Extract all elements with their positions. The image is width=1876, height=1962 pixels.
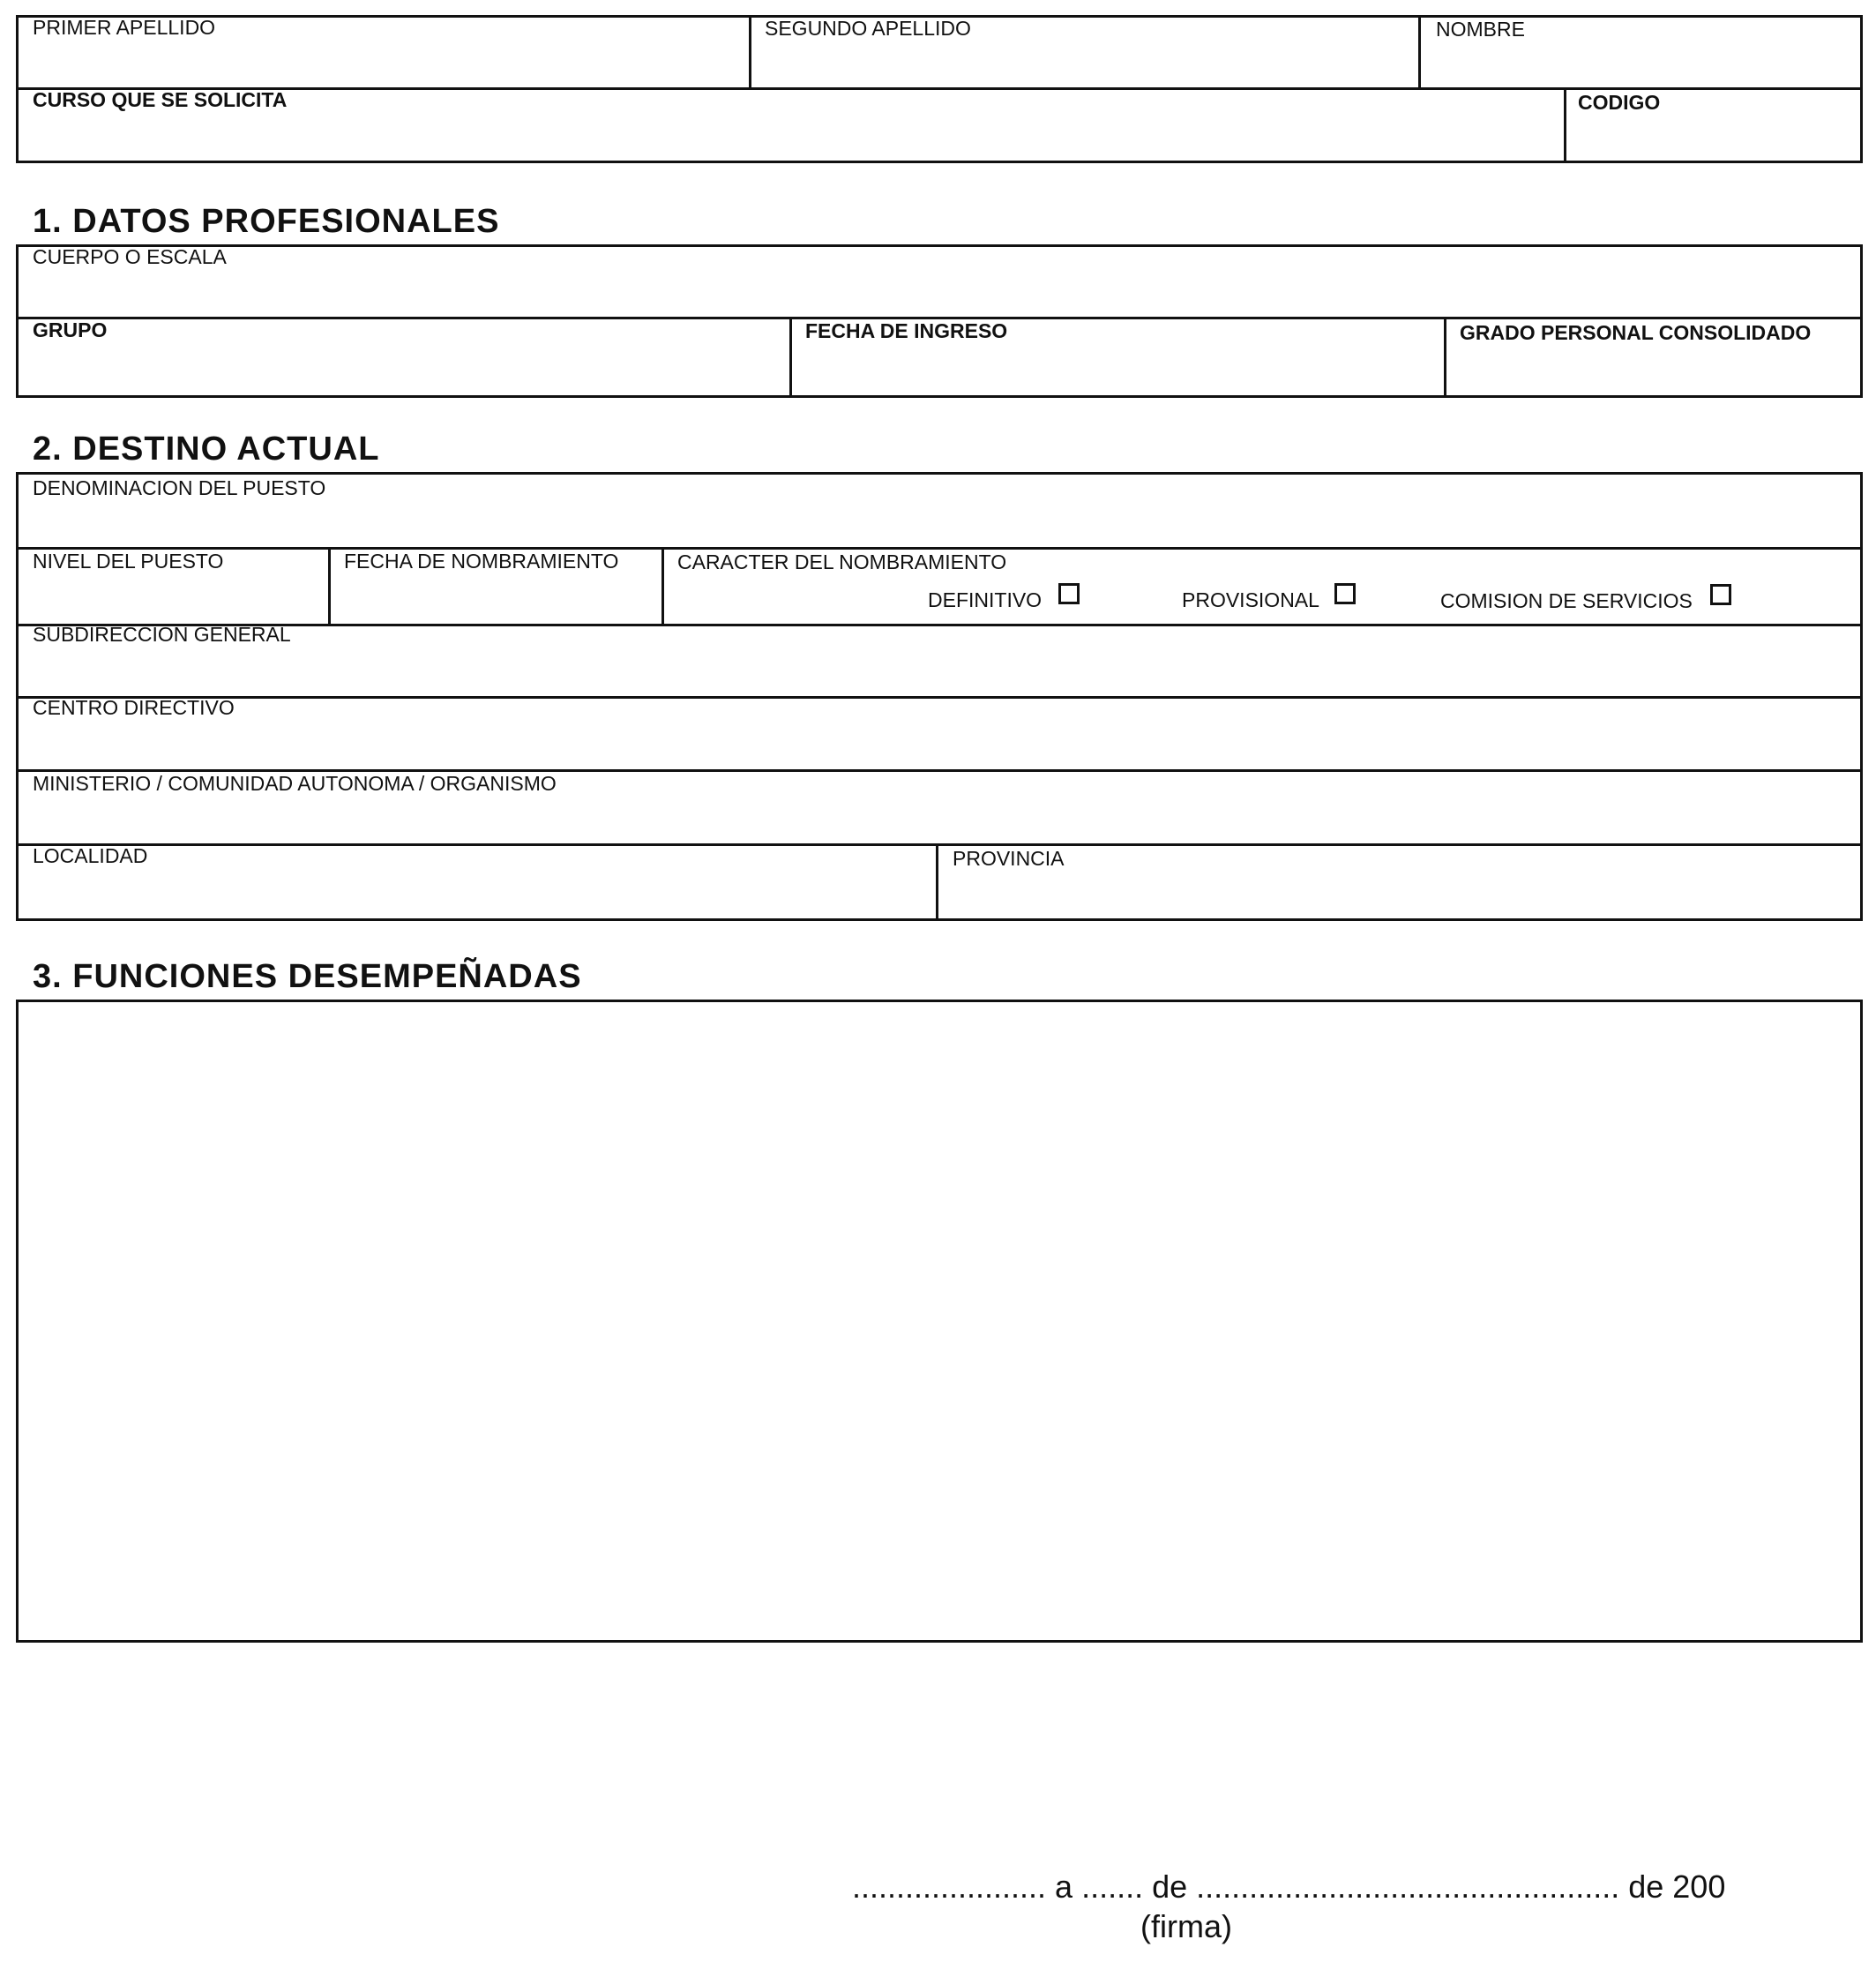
grupo-field[interactable] [19, 319, 789, 395]
nombre-label: NOMBRE [1436, 18, 1525, 41]
subdireccion-label: SUBDIRECCION GENERAL [33, 623, 291, 646]
denominacion-label: DENOMINACION DEL PUESTO [33, 476, 326, 499]
provincia-field[interactable] [938, 846, 1860, 918]
caracter-label: CARACTER DEL NOMBRAMIENTO [677, 550, 1007, 573]
cuerpo-label: CUERPO O ESCALA [33, 245, 227, 268]
subdireccion-field[interactable] [19, 626, 1860, 696]
date-line: ...................... a ....... de ................................................ de 200 [852, 1868, 1726, 1905]
funciones-box[interactable] [16, 1000, 1863, 1643]
ministerio-label: MINISTERIO / COMUNIDAD AUTONOMA / ORGANISMO [33, 772, 557, 795]
section-2-title: 2. DESTINO ACTUAL [33, 431, 380, 468]
grado-label: GRADO PERSONAL CONSOLIDADO [1460, 321, 1812, 344]
definitivo-checkbox[interactable] [1058, 583, 1080, 604]
codigo-label: CODIGO [1578, 91, 1661, 114]
segundo-apellido-label: SEGUNDO APELLIDO [765, 17, 971, 40]
definitivo-label: DEFINITIVO [928, 588, 1043, 611]
primer-apellido-label: PRIMER APELLIDO [33, 16, 216, 39]
provisional-checkbox[interactable] [1334, 583, 1356, 604]
cuerpo-field[interactable] [19, 247, 1860, 317]
nivel-label: NIVEL DEL PUESTO [33, 550, 224, 573]
provincia-label: PROVINCIA [953, 847, 1065, 870]
firma-label: (firma) [1140, 1908, 1232, 1944]
fecha-ingreso-label: FECHA DE INGRESO [805, 319, 1008, 342]
centro-field[interactable] [19, 699, 1860, 769]
grupo-label: GRUPO [33, 318, 108, 341]
localidad-label: LOCALIDAD [33, 844, 148, 867]
curso-label: CURSO QUE SE SOLICITA [33, 88, 288, 111]
localidad-field[interactable] [19, 846, 936, 918]
section-1-title: 1. DATOS PROFESIONALES [33, 203, 500, 240]
centro-label: CENTRO DIRECTIVO [33, 696, 235, 719]
comision-label: COMISION DE SERVICIOS [1440, 589, 1693, 612]
section-2-col-divider-2 [661, 547, 664, 625]
fecha-nombramiento-label: FECHA DE NOMBRAMIENTO [344, 550, 619, 573]
comision-checkbox[interactable] [1710, 584, 1731, 605]
provisional-label: PROVISIONAL [1182, 588, 1319, 611]
section-3-title: 3. FUNCIONES DESEMPEÑADAS [33, 958, 582, 995]
